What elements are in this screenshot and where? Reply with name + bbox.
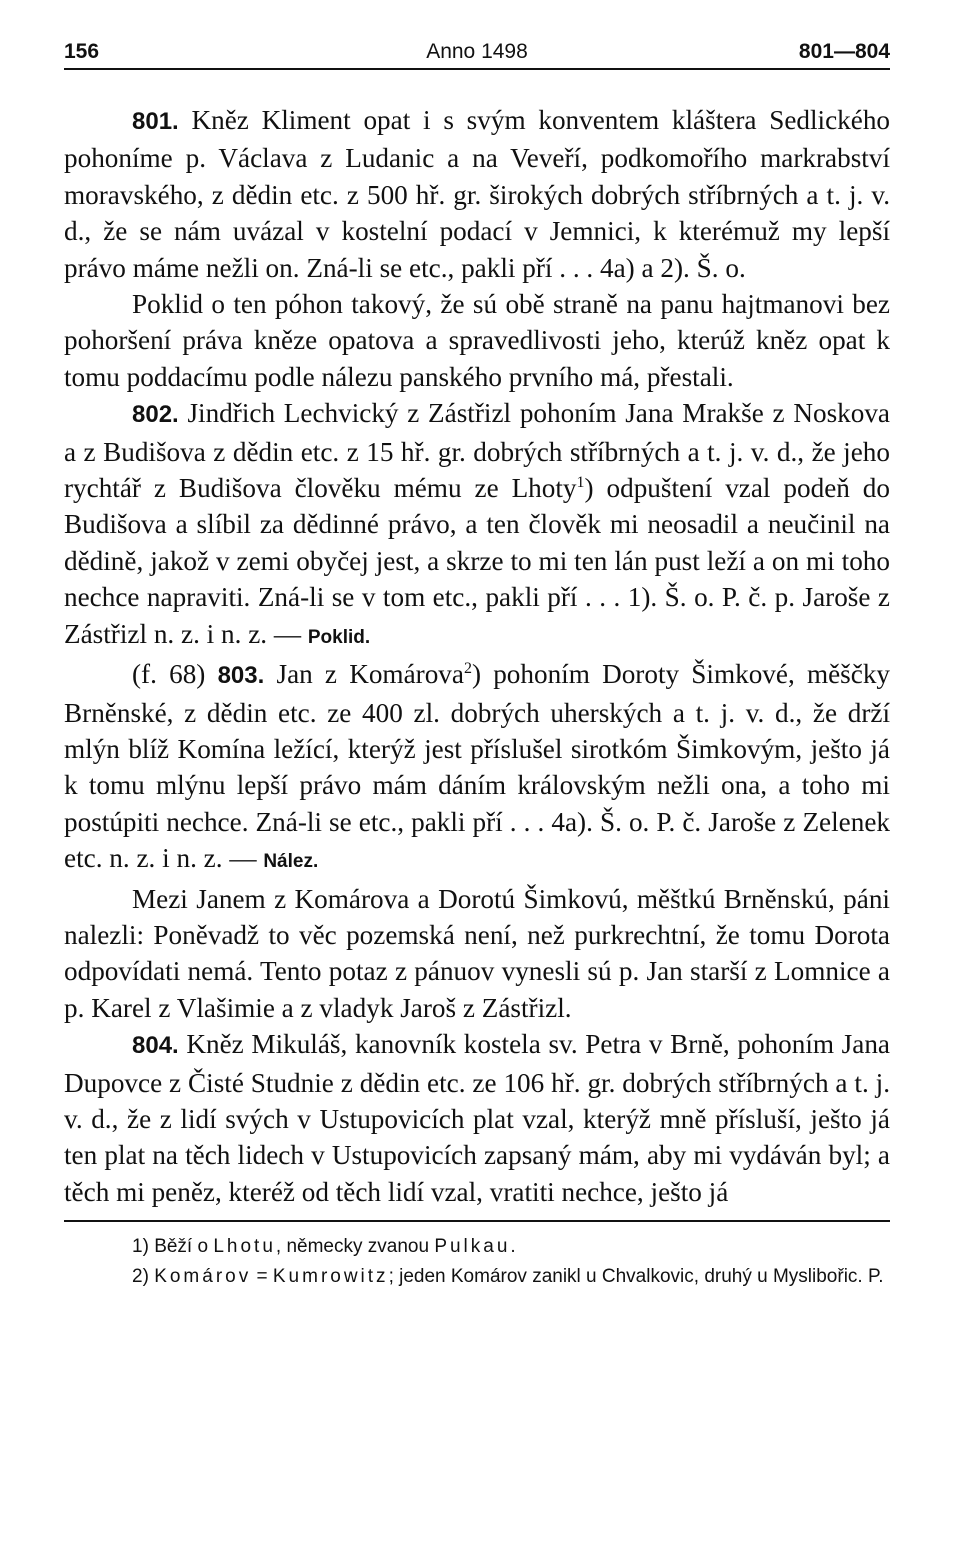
entry-803-verdict (64, 881, 890, 1027)
entry-note: Nález. (263, 851, 319, 873)
entry-text: Kněz Mikuláš, kanovník kostela sv. Petra v Brně, pohoním Jana Dupovce z Čisté Studnie z dědin etc. ze 106 hř. gr. dobrých stříbrných a t. j. v. d., že z lidí svých v Ustupovicích plat vzal, kterýž mně přísluší, ješto já ten plat na těch lidech v Ustupovicích zapsaný mám, aby mi vydáván byl; a těch mi peněz, kteréž od těch lidí vzal, vratiti nechce, ješto já (64, 1029, 890, 1207)
footnote-ref: 1 (576, 474, 585, 491)
entry-801 (64, 102, 890, 286)
entry-text: Jindřich Lechvický z Zástřizl pohoním Jana Mrakše z Noskova a z Budišova z dědin etc. z 15 hř. gr. dobrých stříbrných a t. j. v. d., že jeho rychtář z Budišova člověku mému ze Lhoty (64, 398, 890, 504)
entry-text: Jan z Komárova (276, 659, 464, 690)
footnote-text: Pulkau (434, 1236, 511, 1258)
entry-text: Kněz Kliment opat i s svým konventem kláštera Sedlického pohoníme p. Václava z Ludanic a na Veveří, podkomořího markrabství moravského, z dědin etc. z 500 hř. gr. širokých dobrých stříbrných a t. j. v. d., že se nám uvázal v kostelní podací v Jemnici, k kterémuž my lepší právo máme nežli on. Zná-li se etc., pakli pří . . . 4a) a 2). Š. o. (64, 105, 891, 283)
entry-803 (64, 656, 890, 880)
footnote-text: Běží o (154, 1236, 214, 1258)
running-head (64, 30, 890, 62)
footnote-2 (64, 1262, 890, 1292)
footnotes (64, 1232, 890, 1292)
footnote-text: = (251, 1266, 273, 1288)
document-page (64, 30, 890, 1292)
entry-801-settlement (64, 286, 890, 395)
entry-802 (64, 395, 890, 656)
entry-text: ) odpuštení vzal podeň do Budišova a slíbil za dědinné právo, a ten člověk mi neosadil a neučinil na dědině, jakož v zemi obyčej jest, a skrze to mi ten lán pust leží a on mi toho nechce napraviti. Zná-li se v tom etc., pakli pří . . . 1). Š. o. P. č. p. Jaroše z Zástřizl n. z. i n. z. — (64, 473, 890, 649)
footnote-mark: 2) (132, 1266, 149, 1288)
entry-number: 804. (132, 1032, 179, 1060)
entry-text: Mezi Janem z Komárova a Dorotú Šimkovú, měštkú Brněnskú, páni nalezli: Poněvadž to věc pozemská není, než purkrechtní, že tomu Dorota odpovídati nemá. Tento potaz z pánuov vynesli sú p. Jan starší z Lomnice a p. Karel z Vlašimie a z vladyk Jaroš z Zástřizl. (64, 883, 890, 1023)
entry-number: 801. (132, 108, 179, 135)
footnote-text: Kumrowitz (272, 1266, 389, 1288)
footnote-text: . (510, 1236, 516, 1258)
entry-number: 803. (217, 662, 265, 690)
entry-number: 802. (132, 401, 179, 429)
footnote-ref: 2 (463, 660, 472, 678)
entry-note: Poklid. (307, 626, 371, 648)
page-number: 156 (64, 40, 100, 63)
entry-range: 801—804 (798, 40, 890, 63)
folio-mark: (f. 68) (132, 659, 206, 690)
running-title: Anno 1498 (426, 40, 528, 63)
footnote-text: ; jeden Komárov zanikl u Chvalkovic, druhý u Myslibořic. P. (388, 1266, 884, 1288)
entry-804 (64, 1026, 890, 1210)
footnote-rule (64, 1220, 890, 1222)
entry-text: ) pohoním Doroty Šimkové, měščky Brněnské, z dědin etc. ze 400 zl. dobrých uherských a t. j. v. d., že drží mlýn blíž Komína ležící, kterýž jest příslušel sirotkóm Šimkovým, ješto já k tomu mlýnu lepší právo mám dáním královským nežli ona, a toho mi postúpiti nechce. Zná-li se etc., pakli pří . . . 4a). Š. o. P. č. Jaroše z Zelenek etc. n. z. i n. z. — (64, 659, 891, 874)
footnote-text: Komárov (154, 1266, 252, 1288)
entry-text: Poklid o ten póhon takový, že sú obě straně na panu hajtmanovi bez pohoršení práva kněze opatova a spravedlivosti jeho, kterúž kněz opat k tomu poddacímu podle nálezu panského prvního má, přestali. (64, 289, 890, 392)
footnote-text: , německy zvanou (275, 1236, 435, 1258)
footnote-mark: 1) (132, 1236, 149, 1258)
footnote-text: Lhotu (213, 1236, 276, 1258)
header-rule (64, 68, 890, 70)
footnote-1 (64, 1232, 890, 1262)
body-text (64, 102, 890, 1210)
